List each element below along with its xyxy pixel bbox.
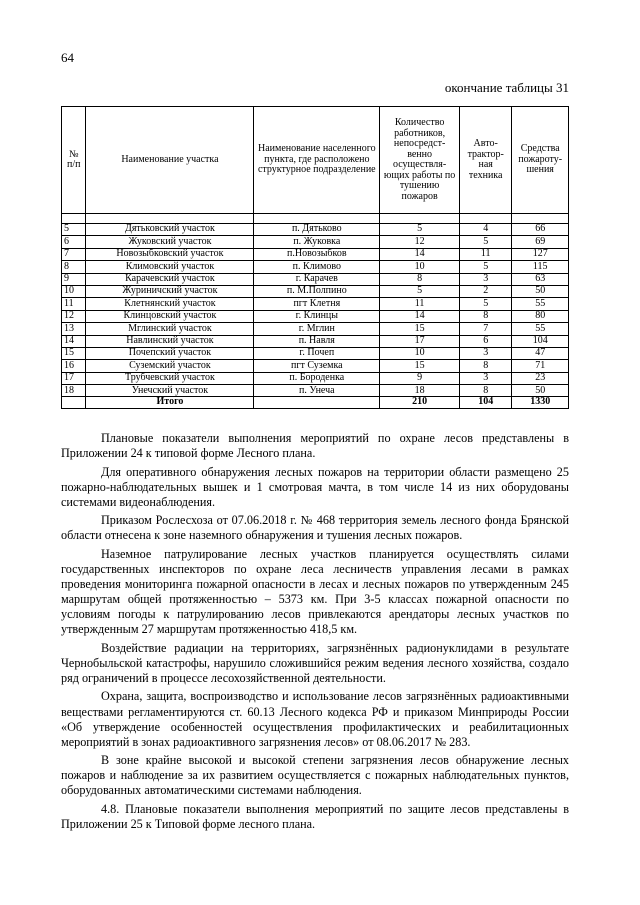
- paragraph: Охрана, защита, воспроизводство и использование лесов загрязнённых радиоактивными веществами регламентируются ст. 60.13 Лесного кодекса РФ и приказом Минприроды России «Об утверждение особенностей осуществления профилактических и реабилитационных мероприятий в зонах радиоактивного загрязнения лесов» от 08.06.2017 № 283.: [61, 689, 569, 749]
- cell-place: п.Новозыбков: [254, 248, 380, 260]
- cell-tech: 8: [460, 310, 512, 322]
- cell-place: г. Клинцы: [254, 310, 380, 322]
- cell-area: Клетнянский участок: [86, 298, 254, 310]
- header-area: Наименование участка: [86, 107, 254, 214]
- cell-place: п. Навля: [254, 335, 380, 347]
- cell-tech: 8: [460, 360, 512, 372]
- cell-area: Суземский участок: [86, 360, 254, 372]
- cell-tech: 5: [460, 261, 512, 273]
- table-row: [62, 285, 569, 297]
- cell-num: 5: [62, 224, 86, 236]
- cell-area: Навлинский участок: [86, 335, 254, 347]
- cell-place: п. М.Полпино: [254, 285, 380, 297]
- cell-area: Почепский участок: [86, 347, 254, 359]
- header-tech: Авто-трактор-ная техника: [460, 107, 512, 214]
- total-tech: 104: [460, 397, 512, 409]
- cell-tech: 2: [460, 285, 512, 297]
- table-row: [62, 224, 569, 236]
- cell-place: пгт Клетня: [254, 298, 380, 310]
- cell-area: Жуковский участок: [86, 236, 254, 248]
- fire-resources-table: [61, 106, 569, 409]
- cell-area: Дятьковский участок: [86, 224, 254, 236]
- cell-fire: 55: [512, 323, 569, 335]
- cell-num: 6: [62, 236, 86, 248]
- table-row: [62, 335, 569, 347]
- cell-place: п. Климово: [254, 261, 380, 273]
- table-row: [62, 372, 569, 384]
- cell-fire: 80: [512, 310, 569, 322]
- cell-num: 14: [62, 335, 86, 347]
- total-num-cell: [62, 397, 86, 409]
- table-row: [62, 360, 569, 372]
- table-row: [62, 298, 569, 310]
- cell-workers: 5: [380, 224, 460, 236]
- cell-area: Трубчевский участок: [86, 372, 254, 384]
- cell-area: Карачевский участок: [86, 273, 254, 285]
- cell-workers: 10: [380, 261, 460, 273]
- table-header-row: [62, 107, 569, 214]
- cell-tech: 11: [460, 248, 512, 260]
- cell-place: п. Унеча: [254, 385, 380, 397]
- cell-workers: 10: [380, 347, 460, 359]
- paragraph: Для оперативного обнаружения лесных пожаров на территории области размещено 25 пожарно-наблюдательных вышек и 1 смотровая мачта, в том числе 14 из них оборудованы системами видеонаблюдения.: [61, 464, 569, 509]
- body-text: [61, 431, 569, 835]
- paragraph: Приказом Рослесхоза от 07.06.2018 г. № 468 территория земель лесного фонда Брянской области отнесена к зоне наземного обнаружения и тушения лесных пожаров.: [61, 513, 569, 543]
- total-workers: 210: [380, 397, 460, 409]
- cell-place: п. Бороденка: [254, 372, 380, 384]
- paragraph: Наземное патрулирование лесных участков планируется осуществлять силами государственных инспекторов по охране леса лесничеств управления лесами в рамках проведения мониторинга пожарной опасности в лесах и лесных пожаров по утвержденным 245 маршрутам общей протяженностью – 5373 км. При 3-5 классах пожарной опасности по условиям погоды к патрулированию лесов привлекаются арендаторы лесных участков по утвержденным 27 маршрутам протяженностью 418,5 км.: [61, 546, 569, 637]
- cell-workers: 8: [380, 273, 460, 285]
- table-body: [62, 224, 569, 397]
- cell-fire: 115: [512, 261, 569, 273]
- cell-area: Журиничский участок: [86, 285, 254, 297]
- table-total-row: [62, 397, 569, 409]
- cell-fire: 104: [512, 335, 569, 347]
- cell-place: п. Дятьково: [254, 224, 380, 236]
- header-place: Наименование населенного пункта, где расположено структурное подразделение: [254, 107, 380, 214]
- cell-fire: 55: [512, 298, 569, 310]
- cell-num: 9: [62, 273, 86, 285]
- paragraph: Плановые показатели выполнения мероприятий по охране лесов представлены в Приложении 24 к типовой форме Лесного плана.: [61, 431, 569, 461]
- cell-area: Клинцовский участок: [86, 310, 254, 322]
- cell-workers: 17: [380, 335, 460, 347]
- empty-cell: [254, 214, 380, 224]
- total-label: Итого: [86, 397, 254, 409]
- empty-cell: [512, 214, 569, 224]
- cell-area: Унечский участок: [86, 385, 254, 397]
- cell-workers: 15: [380, 360, 460, 372]
- cell-area: Новозыбковский участок: [86, 248, 254, 260]
- cell-num: 12: [62, 310, 86, 322]
- paragraph: Воздействие радиации на территориях, загрязнённых радионуклидами в результате Чернобыльской катастрофы, нарушило сложившийся режим ведения лесного хозяйства, создало ряд ограничений в процессе лесохозяйственной деятельности.: [61, 640, 569, 685]
- header-workers: Количество работников, непосредст-венно осуществля-ющих работы по тушению пожаров: [380, 107, 460, 214]
- table-row: [62, 385, 569, 397]
- cell-fire: 127: [512, 248, 569, 260]
- cell-place: г. Почеп: [254, 347, 380, 359]
- empty-cell: [86, 214, 254, 224]
- cell-fire: 63: [512, 273, 569, 285]
- cell-fire: 23: [512, 372, 569, 384]
- cell-workers: 5: [380, 285, 460, 297]
- header-fire: Средства пожароту-шения: [512, 107, 569, 214]
- total-fire: 1330: [512, 397, 569, 409]
- cell-fire: 50: [512, 385, 569, 397]
- cell-workers: 14: [380, 310, 460, 322]
- cell-num: 7: [62, 248, 86, 260]
- header-num: № п/п: [62, 107, 86, 214]
- cell-workers: 9: [380, 372, 460, 384]
- table-row: [62, 310, 569, 322]
- table-row: [62, 273, 569, 285]
- cell-tech: 6: [460, 335, 512, 347]
- empty-cell: [62, 214, 86, 224]
- cell-tech: 5: [460, 298, 512, 310]
- cell-workers: 18: [380, 385, 460, 397]
- table-index-row: [62, 214, 569, 224]
- paragraph: В зоне крайне высокой и высокой степени загрязнения лесов обнаружение лесных пожаров и наблюдение за их развитием осуществляется с пожарных наблюдательных пунктов, оборудованных автоматическими системами наблюдения.: [61, 753, 569, 798]
- table-row: [62, 347, 569, 359]
- cell-fire: 66: [512, 224, 569, 236]
- cell-workers: 15: [380, 323, 460, 335]
- cell-num: 8: [62, 261, 86, 273]
- cell-num: 18: [62, 385, 86, 397]
- cell-area: Климовский участок: [86, 261, 254, 273]
- table-row: [62, 261, 569, 273]
- cell-tech: 3: [460, 273, 512, 285]
- cell-tech: 3: [460, 347, 512, 359]
- cell-num: 13: [62, 323, 86, 335]
- cell-tech: 4: [460, 224, 512, 236]
- cell-fire: 47: [512, 347, 569, 359]
- page-number: 64: [61, 50, 74, 65]
- cell-fire: 71: [512, 360, 569, 372]
- paragraph: 4.8. Плановые показатели выполнения мероприятий по защите лесов представлены в Приложении 25 к Типовой форме лесного плана.: [61, 801, 569, 831]
- cell-tech: 8: [460, 385, 512, 397]
- total-place-cell: [254, 397, 380, 409]
- cell-area: Мглинский участок: [86, 323, 254, 335]
- cell-fire: 50: [512, 285, 569, 297]
- cell-tech: 5: [460, 236, 512, 248]
- cell-place: г. Карачев: [254, 273, 380, 285]
- cell-tech: 3: [460, 372, 512, 384]
- cell-workers: 12: [380, 236, 460, 248]
- table-row: [62, 323, 569, 335]
- table-caption: окончание таблицы 31: [444, 80, 569, 95]
- cell-tech: 7: [460, 323, 512, 335]
- cell-num: 15: [62, 347, 86, 359]
- table-row: [62, 236, 569, 248]
- cell-place: п. Жуковка: [254, 236, 380, 248]
- cell-num: 17: [62, 372, 86, 384]
- empty-cell: [460, 214, 512, 224]
- cell-num: 10: [62, 285, 86, 297]
- cell-fire: 69: [512, 236, 569, 248]
- cell-place: г. Мглин: [254, 323, 380, 335]
- table-row: [62, 248, 569, 260]
- empty-cell: [380, 214, 460, 224]
- cell-workers: 14: [380, 248, 460, 260]
- cell-num: 16: [62, 360, 86, 372]
- cell-workers: 11: [380, 298, 460, 310]
- cell-place: пгт Суземка: [254, 360, 380, 372]
- cell-num: 11: [62, 298, 86, 310]
